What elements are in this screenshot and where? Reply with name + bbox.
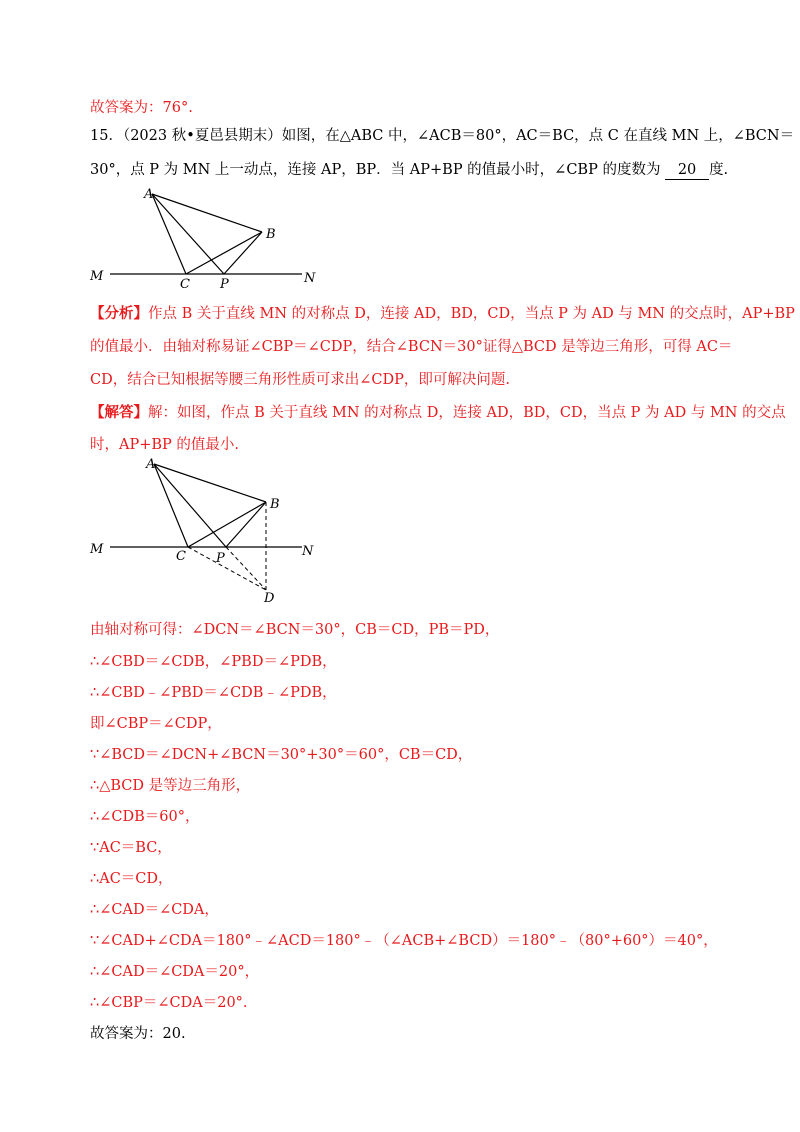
solution-step: 由轴对称可得：∠DCN＝∠BCN＝30°，CB＝CD，PB＝PD， [90,622,500,638]
label-b: B [266,227,276,242]
answer-blank: 20 [665,162,709,180]
solution-step: 即∠CBP＝∠CDP， [90,716,222,732]
final-answer: 故答案为：20. [90,1026,186,1042]
problem-number: 15． [90,128,123,144]
label-c: C [176,549,186,564]
analysis-tag: 【分析】 [90,305,148,322]
solution-step: ∴△BCD 是等边三角形， [90,778,251,794]
solution-line-2: 时，AP+BP 的值最小. [90,437,240,453]
label-a: A [144,187,154,202]
segment-pd [226,547,266,590]
solution-step: ∴∠CBD﹣∠PBD＝∠CDB﹣∠PDB， [90,685,337,701]
problem-text-2-suffix: 度. [709,162,729,178]
segment-ac [154,464,188,547]
label-c: C [180,277,190,292]
label-b: B [270,497,280,512]
label-m: M [90,269,104,284]
label-m: M [90,542,104,557]
label-d: D [264,591,275,606]
label-p: P [220,277,229,292]
solution-line-1 [90,403,786,423]
segment-pb [224,232,262,274]
problem-figure [80,182,340,292]
solution-step: ∴∠CAD＝∠CDA， [90,902,219,918]
label-n: N [302,544,314,559]
segment-pb [226,502,266,547]
analysis-text-1: 作点 B 关于直线 MN 的对称点 D，连接 AD，BD，CD，当点 P 为 AD 与 MN 的交点时，AP+BP [148,306,795,322]
solution-step: ∵∠CAD+∠CDA＝180°﹣∠ACD＝180°﹣（∠ACB+∠BCD）＝180°﹣（80°+60°）＝40°， [90,933,718,949]
segment-cd [188,547,266,590]
analysis-line-1 [90,304,795,324]
label-n: N [304,271,316,286]
problem-text-1: （2023 秋•夏邑县期末）如图，在△ABC 中，∠ACB＝80°，AC＝BC，点 C 在直线 MN 上，∠BCN＝ [122,128,795,144]
problem-line-1 [90,126,794,146]
solution-step: ∵AC＝BC， [90,840,172,856]
solution-step: ∴∠CBP＝∠CDA＝20°. [90,995,248,1011]
problem-text-2: 30°，点 P 为 MN 上一动点，连接 AP，BP．当 AP+BP 的值最小时，∠CBP 的度数为 [90,162,661,178]
previous-answer: 故答案为：76°. [90,100,193,116]
segment-cb [188,502,266,547]
solution-step: ∴AC＝CD， [90,871,173,887]
label-a: A [146,457,156,472]
solution-step: ∴∠CBD＝∠CDB，∠PBD＝∠PDB， [90,654,337,670]
problem-line-2 [90,160,728,180]
analysis-line-3: CD，结合已知根据等腰三角形性质可求出∠CDP，即可解决问题. [90,372,510,388]
segment-cb [186,232,262,274]
solution-step: ∴∠CDB＝60°， [90,809,200,825]
solution-figure [80,452,340,607]
analysis-line-2: 的值最小．由轴对称易证∠CBP＝∠CDP，结合∠BCN＝30°证得△BCD 是等边三角形，可得 AC＝ [90,339,733,355]
solution-step: ∵∠BCD＝∠DCN+∠BCN＝30°+30°＝60°，CB＝CD， [90,747,473,763]
solution-text-1: 解：如图，作点 B 关于直线 MN 的对称点 D，连接 AD，BD，CD，当点 P 为 AD 与 MN 的交点 [148,405,786,421]
solution-tag: 【解答】 [90,404,148,421]
solution-step: ∴∠CAD＝∠CDA＝20°， [90,964,260,980]
label-p: P [216,551,225,566]
segment-ac [152,194,186,274]
